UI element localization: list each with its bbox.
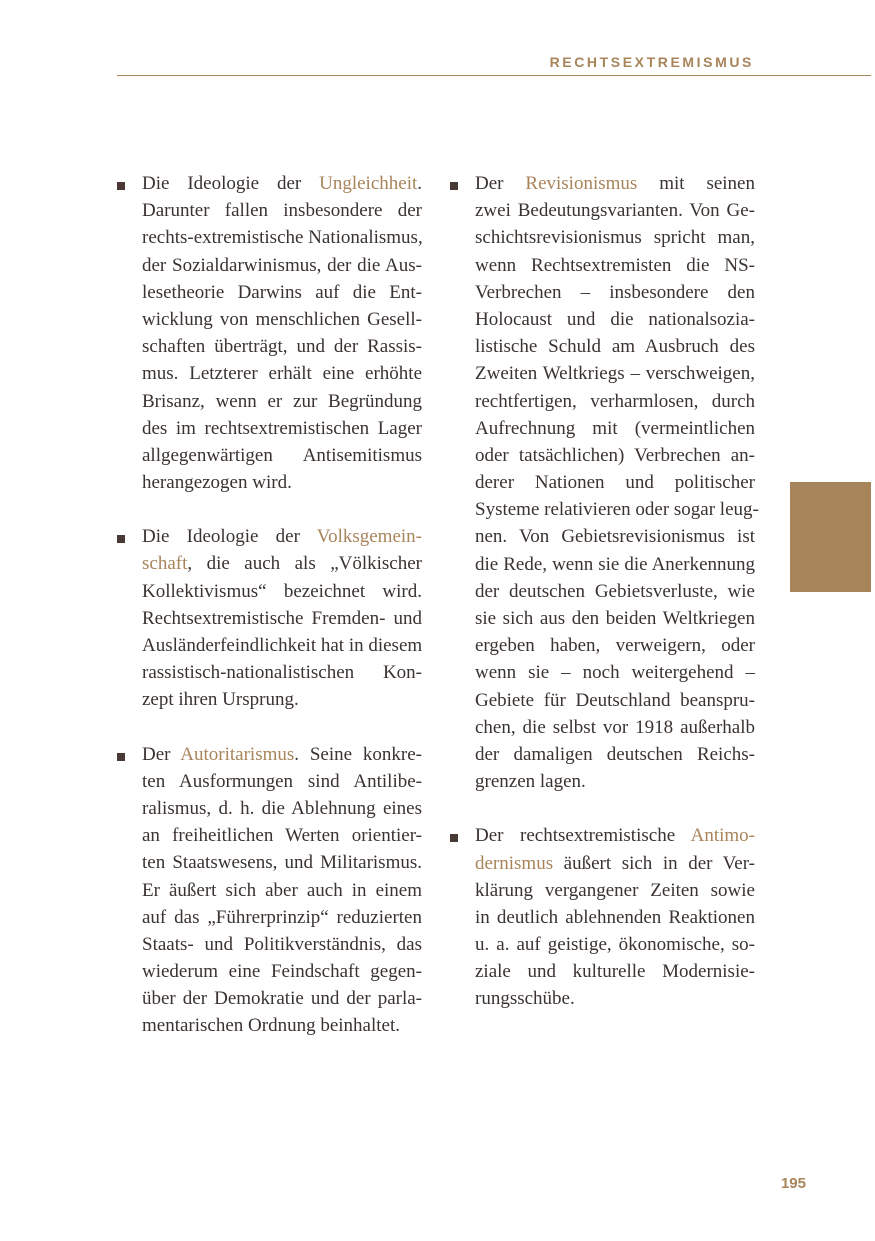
text-segment: Verbrechen – insbesondere den [475, 281, 755, 303]
left-column [142, 170, 422, 1067]
highlighted-term: Volksgemein- [316, 526, 422, 548]
text-segment: ten Ausformungen sind Antilibe- [142, 770, 422, 792]
text-segment: derer Nationen und politischer [475, 472, 755, 494]
text-line [142, 741, 422, 768]
square-bullet-icon [117, 535, 125, 543]
page-number: 195 [780, 1175, 806, 1192]
right-column [475, 170, 759, 1040]
text-segment: äußert sich in der Ver- [553, 852, 755, 874]
text-line [475, 333, 755, 360]
text-line [142, 768, 422, 795]
text-segment: mit seinen [637, 173, 755, 194]
text-line [475, 605, 755, 632]
text-segment: Die Ideologie der [142, 526, 317, 548]
text-segment: Holocaust und die nationalsozia- [475, 308, 755, 330]
square-bullet-icon [450, 834, 458, 842]
text-segment: Aufrechnung mit (vermeintlichen [475, 417, 755, 439]
text-line [142, 252, 422, 279]
text-segment: Brisanz, wenn er zur Begründung [142, 390, 422, 412]
text-line [142, 360, 422, 387]
bullet-item [142, 523, 422, 713]
text-segment: chen, die selbst vor 1918 außerhalb [475, 716, 755, 738]
text-line [475, 197, 755, 224]
text-segment: ralismus, d. h. die Ablehnung eines [142, 797, 422, 819]
text-segment: listische Schuld am Ausbruch des [475, 336, 755, 358]
text-segment: rechts-extremistische Nationalismus, [142, 227, 423, 249]
text-segment: lesetheorie Darwins auf die Ent- [142, 281, 422, 303]
square-bullet-icon [450, 182, 458, 190]
text-line [475, 632, 755, 659]
text-line [142, 197, 422, 224]
text-segment: Der rechtsextremistische [475, 825, 691, 847]
text-segment: rechtfertigen, verharmlosen, durch [475, 390, 755, 412]
text-segment: u. a. auf geistige, ökonomische, so- [475, 934, 755, 956]
chapter-thumb-tab [790, 482, 871, 592]
text-segment: Er äußert sich aber auch in einem [142, 879, 422, 901]
text-line [142, 306, 422, 333]
text-line [475, 850, 755, 877]
text-line [475, 714, 755, 741]
text-segment: schaften überträgt, und der Rassis- [142, 336, 422, 358]
text-segment: Gebiete für Deutschland beanspru- [475, 689, 755, 711]
text-line [475, 170, 755, 197]
text-segment: Kollektivismus“ bezeichnet wird. [142, 580, 422, 602]
header-rule [117, 75, 871, 76]
text-segment: Zweiten Weltkriegs – verschweigen, [475, 363, 755, 385]
text-segment: wiederum eine Feindschaft gegen- [142, 961, 422, 983]
text-segment: auf das „Führerprinzip“ reduzierten [142, 906, 422, 928]
text-segment: klärung vergangener Zeiten sowie [475, 879, 755, 901]
text-segment: an freiheitlichen Werten orientier- [142, 825, 422, 847]
text-line [475, 496, 759, 523]
text-line [475, 442, 755, 469]
text-line [475, 768, 755, 795]
text-line [475, 224, 755, 251]
text-segment: , die auch als „Völkischer [187, 553, 422, 575]
text-segment: zwei Bedeutungsvarianten. Von Ge- [475, 200, 755, 222]
text-line [142, 985, 422, 1012]
text-line [142, 333, 422, 360]
text-segment: Der [142, 743, 181, 765]
text-line [142, 469, 422, 496]
text-segment: Rechtsextremistische Fremden- und [142, 607, 422, 629]
text-line [475, 931, 755, 958]
text-line [142, 170, 422, 197]
text-segment: . [417, 173, 422, 194]
text-segment: rassistisch-nationalistischen Kon- [142, 662, 422, 684]
text-segment: der Sozialdarwinismus, der die Aus- [142, 254, 422, 276]
text-segment: ziale und kulturelle Modernisie- [475, 961, 755, 983]
text-segment: des im rechtsextremistischen Lager [142, 417, 422, 439]
text-segment: wicklung von menschlichen Gesell- [142, 308, 422, 330]
bullet-item [142, 170, 422, 496]
highlighted-term: Antimo- [690, 825, 755, 847]
text-segment: sie sich aus den beiden Weltkriegen [475, 608, 755, 629]
text-segment: Der [475, 173, 526, 194]
text-segment: allgegenwärtigen Antisemitismus [142, 444, 422, 466]
text-line [142, 632, 422, 659]
text-line [142, 686, 422, 713]
text-line [142, 795, 422, 822]
text-line [142, 958, 422, 985]
text-segment: Die Ideologie der [142, 173, 320, 194]
text-line [475, 360, 755, 387]
text-line [475, 741, 755, 768]
text-line [475, 904, 755, 931]
text-segment: Darunter fallen insbesondere der [142, 200, 422, 222]
text-line [142, 659, 422, 686]
text-line [475, 877, 755, 904]
text-segment: mentarischen Ordnung beinhaltet. [142, 1015, 401, 1037]
text-segment: herangezogen wird. [142, 472, 292, 494]
highlighted-term: Ungleichheit [319, 173, 418, 194]
text-line [142, 605, 422, 632]
running-header-title: RECHTSEXTREMISMUS [549, 54, 754, 70]
text-line [142, 224, 422, 251]
text-line [142, 822, 422, 849]
text-line [142, 877, 422, 904]
text-line [475, 469, 755, 496]
text-segment: die Rede, wenn sie die Anerkennung [475, 553, 755, 575]
bullet-item [142, 741, 422, 1040]
text-line [142, 415, 422, 442]
text-line [142, 442, 422, 469]
text-segment: ten Staatswesens, und Militarismus. [142, 852, 422, 874]
text-segment: nen. Von Gebietsrevisionismus ist [475, 526, 755, 548]
text-line [475, 985, 755, 1012]
text-line [475, 958, 755, 985]
text-segment: zept ihren Ursprung. [142, 689, 299, 711]
text-segment: ergeben haben, verweigern, oder [475, 635, 755, 657]
text-segment: Systeme relativieren oder sogar leug- [475, 499, 759, 521]
text-segment: mus. Letzterer erhält eine erhöhte [142, 363, 422, 385]
text-line [475, 279, 755, 306]
text-segment: Staats- und Politikverständnis, das [142, 933, 422, 955]
text-segment: schichtsrevisionismus spricht man, [475, 227, 755, 249]
text-segment: . Seine konkre- [294, 743, 422, 765]
text-line [142, 578, 422, 605]
text-line [142, 904, 422, 931]
text-line [142, 550, 422, 577]
square-bullet-icon [117, 753, 125, 761]
text-segment: rungsschübe. [475, 988, 575, 1010]
text-line [142, 388, 422, 415]
highlighted-term: dernismus [475, 852, 554, 874]
text-line [475, 551, 755, 578]
text-line [475, 388, 755, 415]
text-segment: wenn sie – noch weitergehend – [475, 662, 755, 684]
text-segment: oder tatsächlichen) Verbrechen an- [475, 444, 755, 466]
text-segment: grenzen lagen. [475, 771, 586, 793]
bullet-item [475, 822, 755, 1012]
text-line [142, 523, 422, 550]
text-segment: über der Demokratie und der parla- [142, 988, 422, 1010]
text-segment: in deutlich ablehnenden Reaktionen [475, 906, 755, 928]
bullet-item [475, 170, 759, 795]
text-line [142, 1012, 422, 1039]
highlighted-term: Revisionismus [525, 173, 638, 194]
text-segment: der deutschen Gebietsverluste, wie [475, 580, 755, 602]
square-bullet-icon [117, 182, 125, 190]
text-line [475, 523, 755, 550]
text-line [475, 578, 755, 605]
text-segment: der damaligen deutschen Reichs- [475, 743, 755, 765]
text-line [142, 849, 422, 876]
text-segment: Ausländerfeindlichkeit hat in diesem [142, 635, 423, 656]
text-line [475, 306, 755, 333]
text-line [475, 659, 755, 686]
text-line [142, 279, 422, 306]
text-line [475, 415, 755, 442]
highlighted-term: Autoritarismus [180, 743, 295, 765]
text-line [475, 822, 755, 849]
text-segment: wenn Rechtsextremisten die NS- [475, 254, 755, 276]
highlighted-term: schaft [142, 553, 188, 575]
text-line [475, 687, 755, 714]
text-line [142, 931, 422, 958]
text-line [475, 252, 755, 279]
